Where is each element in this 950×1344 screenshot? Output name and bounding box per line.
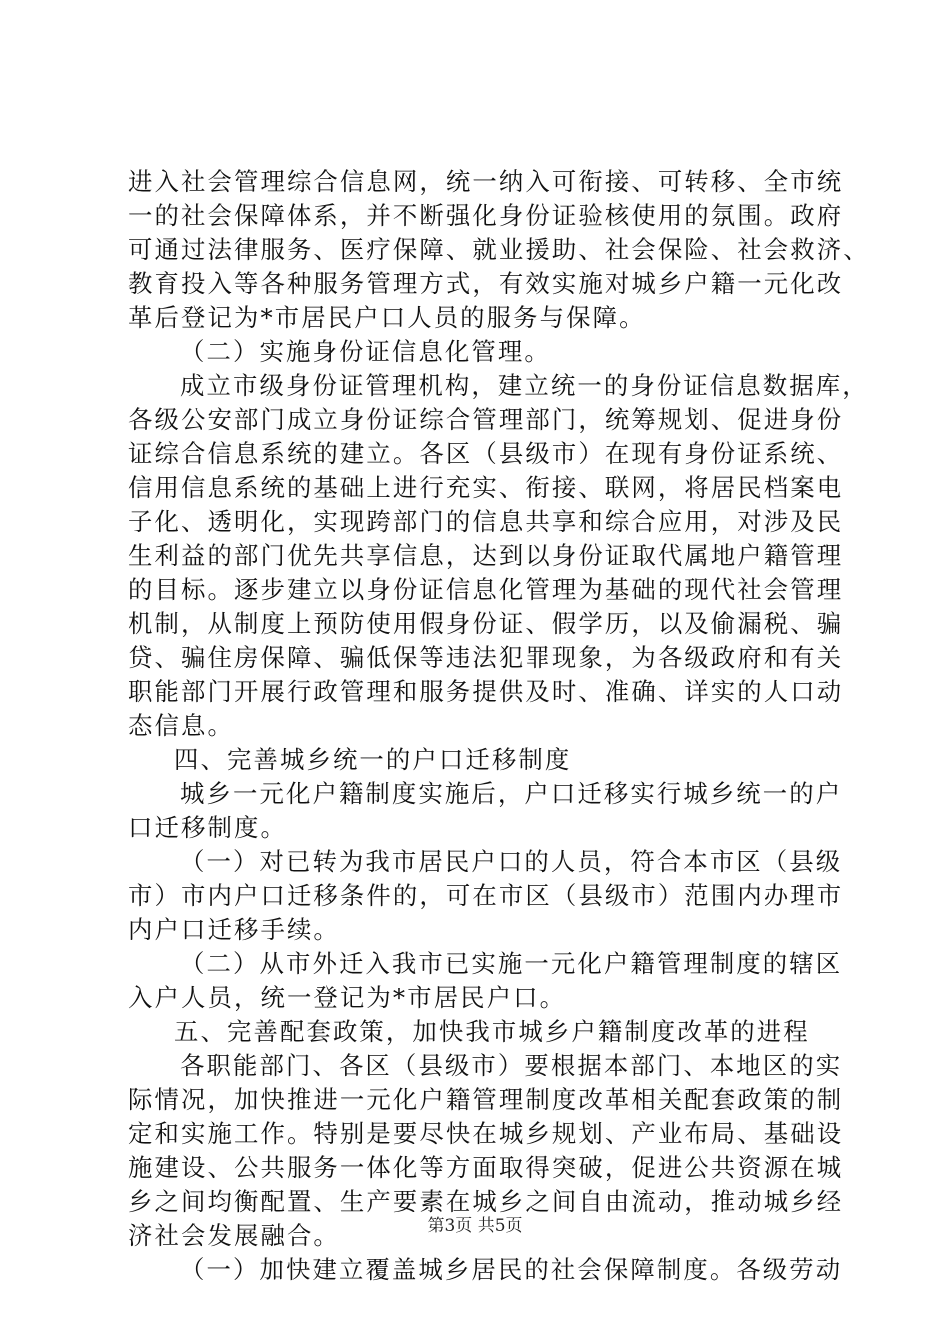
- text-line: 可通过法律服务、医疗保障、就业援助、社会保险、社会救济、: [128, 235, 870, 264]
- text-line: 态信息。: [128, 711, 234, 740]
- text-line: 子化、透明化，实现跨部门的信息共享和综合应用，对涉及民: [128, 507, 844, 536]
- section-heading: 四、完善城乡统一的户口迁移制度: [174, 745, 572, 774]
- text-line: 一的社会保障体系，并不断强化身份证验核使用的氛围。政府: [128, 201, 844, 230]
- paragraph-first-line: （一）对已转为我市居民户口的人员，符合本市区（县级: [180, 847, 843, 876]
- text-line: 内户口迁移手续。: [128, 915, 340, 944]
- paragraph-first-line: 各职能部门、各区（县级市）要根据本部门、本地区的实: [180, 1051, 843, 1080]
- text-line: 证综合信息系统的建立。各区（县级市）在现有身份证系统、: [128, 439, 844, 468]
- text-line: 入户人员，统一登记为*市居民户口。: [128, 983, 567, 1012]
- text-line: 际情况，加快推进一元化户籍管理制度改革相关配套政策的制: [128, 1085, 844, 1114]
- text-line: 进入社会管理综合信息网，统一纳入可衔接、可转移、全市统: [128, 167, 844, 196]
- text-line: 济社会发展融合。: [128, 1221, 340, 1250]
- text-line: 职能部门开展行政管理和服务提供及时、准确、详实的人口动: [128, 677, 844, 706]
- text-line: 的目标。逐步建立以身份证信息化管理为基础的现代社会管理: [128, 575, 844, 604]
- text-line: 乡之间均衡配置、生产要素在城乡之间自由流动，推动城乡经: [128, 1187, 844, 1216]
- text-line: 定和实施工作。特别是要尽快在城乡规划、产业布局、基础设: [128, 1119, 844, 1148]
- document-body: [128, 165, 870, 1287]
- text-line: 贷、骗住房保障、骗低保等违法犯罪现象，为各级政府和有关: [128, 643, 844, 672]
- text-line: 教育投入等各种服务管理方式，有效实施对城乡户籍一元化改: [128, 269, 844, 298]
- text-line: 口迁移制度。: [128, 813, 287, 842]
- text-line: 革后登记为*市居民户口人员的服务与保障。: [128, 303, 646, 332]
- text-line: 信用信息系统的基础上进行充实、衔接、联网，将居民档案电: [128, 473, 844, 502]
- text-line: 机制，从制度上预防使用假身份证、假学历，以及偷漏税、骗: [128, 609, 844, 638]
- text-line: 市）市内户口迁移条件的，可在市区（县级市）范围内办理市: [128, 881, 844, 910]
- page-footer: [0, 1213, 950, 1239]
- text-line: 生利益的部门优先共享信息，达到以身份证取代属地户籍管理: [128, 541, 844, 570]
- paragraph-first-line: 城乡一元化户籍制度实施后，户口迁移实行城乡统一的户: [180, 779, 843, 808]
- paragraph-first-line: （二）从市外迁入我市已实施一元化户籍管理制度的辖区: [180, 949, 843, 978]
- section-heading: 五、完善配套政策，加快我市城乡户籍制度改革的进程: [174, 1017, 810, 1046]
- text-line: 施建设、公共服务一体化等方面取得突破，促进公共资源在城: [128, 1153, 844, 1182]
- page-number-label: 第3页 共5页: [427, 1216, 523, 1236]
- section-heading: （二）实施身份证信息化管理。: [180, 337, 551, 366]
- paragraph-first-line: （一）加快建立覆盖城乡居民的社会保障制度。各级劳动: [180, 1255, 843, 1284]
- paragraph-first-line: 成立市级身份证管理机构，建立统一的身份证信息数据库，: [180, 371, 869, 400]
- text-line: 各级公安部门成立身份证综合管理部门，统筹规划、促进身份: [128, 405, 844, 434]
